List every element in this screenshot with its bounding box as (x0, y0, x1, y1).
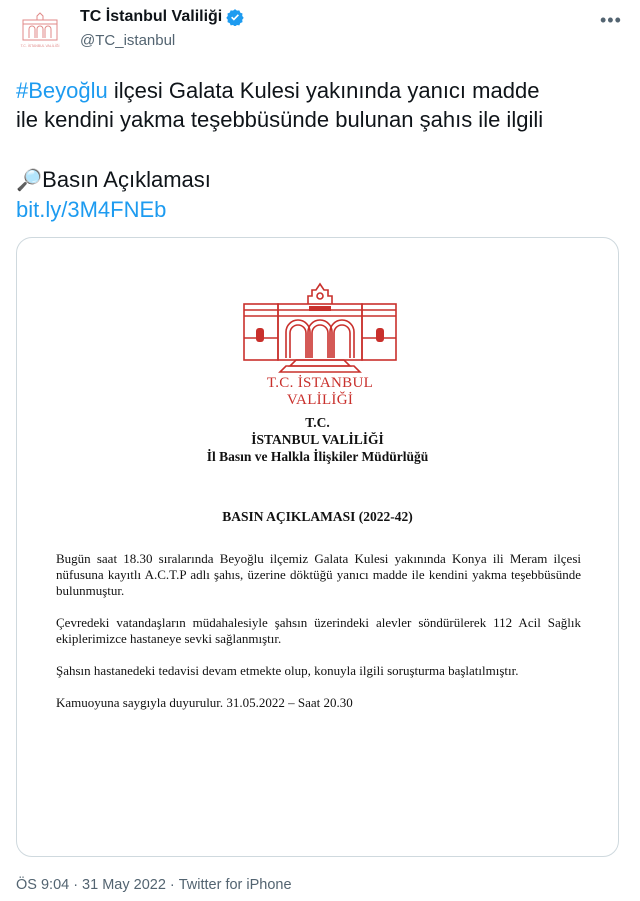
magnifier-icon: 🔎 (16, 169, 43, 192)
valilik-building-icon (240, 272, 400, 377)
document-body (56, 551, 581, 727)
doc-paragraph: Şahsın hastanedeki tedavisi devam etmekte olup, konuyla ilgili soruşturma başlatılmıştır. (56, 663, 519, 678)
tweet-text (16, 76, 626, 224)
doc-paragraph: Çevredeki vatandaşların müdahalesiyle şahsın üzerindeki alevler söndürülerek 112 Acil Sağlık ekiplerimizce hastaneye sevki sağlanmıştır. (56, 615, 581, 646)
tweet-time[interactable]: ÖS 9:04 (16, 877, 70, 893)
name-row (80, 8, 244, 26)
document-header (17, 414, 618, 465)
doc-header-line: T.C. (305, 415, 330, 430)
tweet-line-1 (16, 76, 626, 105)
doc-header-line: İl Basın ve Halkla İlişkiler Müdürlüğü (206, 449, 429, 464)
tweet-metadata (16, 877, 292, 893)
svg-text:T.C. İSTANBUL VALİLİĞİ: T.C. İSTANBUL VALİLİĞİ (20, 44, 60, 48)
valilik-logo (240, 272, 400, 392)
tweet-line-2: ile kendini yakma teşebbüsünde bulunan şahıs ile ilgili (16, 107, 544, 132)
avatar[interactable] (16, 6, 64, 54)
attached-image[interactable] (16, 237, 619, 857)
document-title: BASIN AÇIKLAMASI (2022-42) (222, 509, 413, 524)
doc-paragraph: Bugün saat 18.30 sıralarında Beyoğlu ilçemiz Galata Kulesi yakınında Konya ili Meram ilçesi nüfusuna kayıtlı A.C.T.P adlı şahıs, üzerine döktüğü yanıcı madde ile kendini yakma teşebbüsünde bulunmuştur. (56, 551, 581, 598)
tweet-date[interactable]: 31 May 2022 (82, 877, 166, 893)
tweet-line-3 (16, 165, 626, 195)
user-handle[interactable]: @TC_istanbul (80, 32, 176, 49)
tweet-source[interactable]: Twitter for iPhone (178, 877, 292, 893)
tweet-header (0, 0, 640, 60)
display-name[interactable]: TC İstanbul Valiliği (80, 8, 223, 25)
verified-badge-icon (226, 8, 244, 26)
tweet-text-segment: ilçesi Galata Kulesi yakınında yanıcı madde (107, 78, 540, 103)
logo-caption: T.C. İSTANBUL VALİLİĞİ (266, 375, 374, 408)
separator: · (73, 877, 79, 893)
hashtag-link[interactable]: #Beyoğlu (16, 78, 108, 103)
separator: · (169, 877, 175, 893)
valilik-building-icon (17, 10, 63, 50)
doc-paragraph: Kamuoyuna saygıyla duyurulur. 31.05.2022 – Saat 20.30 (56, 695, 353, 710)
press-release-document (17, 238, 618, 856)
tweet-text-segment: Basın Açıklaması (42, 167, 211, 192)
more-options-icon[interactable]: ••• (600, 10, 622, 30)
short-link[interactable]: bit.ly/3M4FNEb (16, 197, 167, 222)
doc-header-line: İSTANBUL VALİLİĞİ (251, 432, 384, 447)
